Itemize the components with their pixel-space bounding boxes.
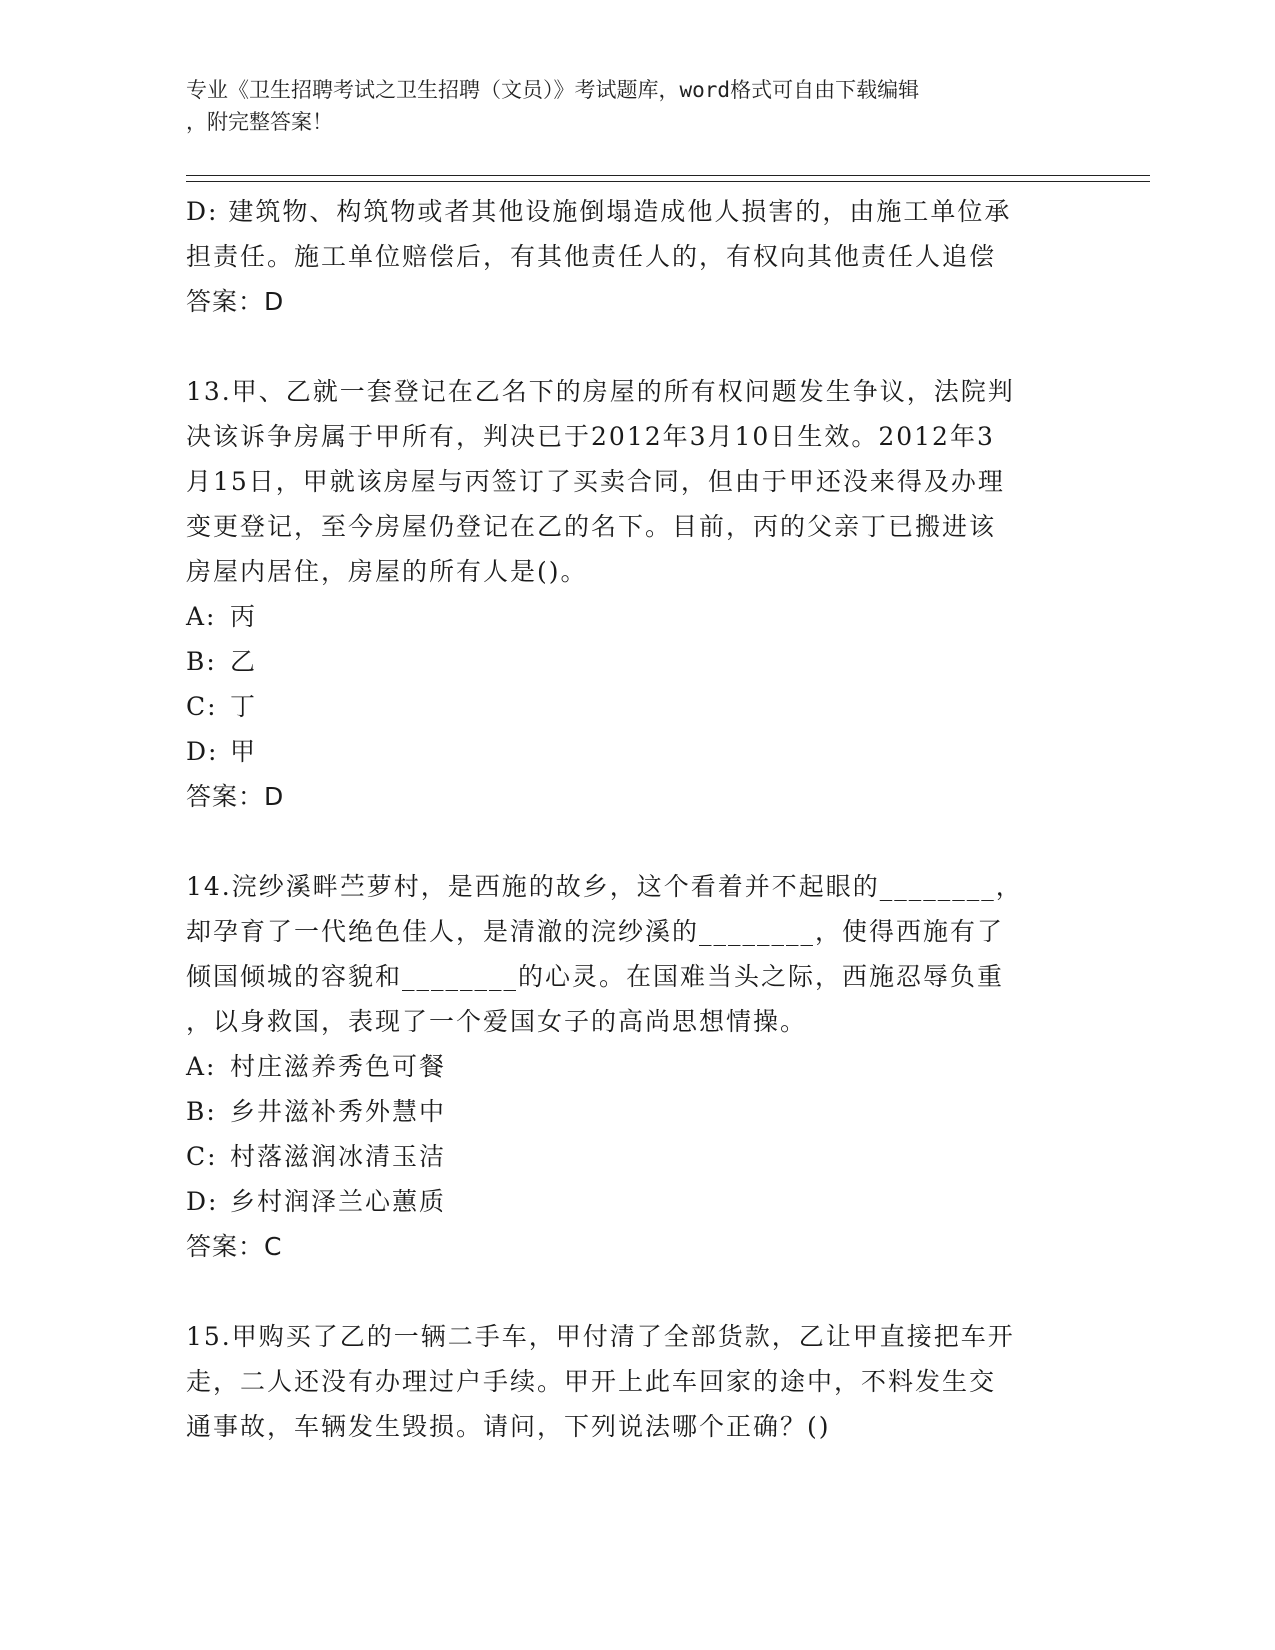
q15-stem-line: 走，二人还没有办理过户手续。甲开上此车回家的途中，不料发生交	[186, 1367, 997, 1396]
question-15	[186, 1314, 1076, 1449]
q14-option-a	[186, 1044, 1076, 1089]
question-13	[186, 369, 1076, 819]
header-divider-top	[186, 175, 1150, 176]
spacer	[186, 324, 1076, 369]
q14-option-c	[186, 1134, 1076, 1179]
option-text: 村落滋润冰清玉洁	[230, 1142, 447, 1171]
option-text: 乙	[230, 647, 258, 676]
option-text: 乡井滋补秀外慧中	[230, 1097, 447, 1126]
question-12-tail	[186, 189, 1076, 324]
q13-stem-line: 月15日，甲就该房屋与丙签订了买卖合同，但由于甲还没来得及办理	[186, 467, 1005, 496]
option-text: 丙	[230, 602, 258, 631]
q15-stem-line: 15.甲购买了乙的一辆二手车，甲付清了全部货款，乙让甲直接把车开	[186, 1322, 1015, 1351]
spacer	[186, 819, 1076, 864]
q14-option-d	[186, 1179, 1076, 1224]
option-text: 村庄滋养秀色可餐	[230, 1052, 447, 1081]
q14-answer: 答案：C	[186, 1232, 283, 1261]
q15-stem-line: 通事故，车辆发生毁损。请问，下列说法哪个正确？()	[186, 1412, 831, 1441]
spacer	[186, 1269, 1076, 1314]
q13-option-d	[186, 729, 1076, 774]
header-line-2: ，附完整答案！	[186, 110, 333, 134]
question-content	[186, 189, 1076, 1449]
q14-stem-line: 倾国倾城的容貌和________的心灵。在国难当头之际，西施忍辱负重	[186, 962, 1005, 991]
option-text: 乡村润泽兰心蕙质	[230, 1187, 447, 1216]
q13-answer: 答案：D	[186, 782, 285, 811]
q12-option-d-line-1: D: 建筑物、构筑物或者其他设施倒塌造成他人损害的，由施工单位承	[186, 197, 1012, 226]
option-label: D:	[186, 737, 219, 766]
question-14	[186, 864, 1076, 1269]
option-text: 丁	[230, 692, 258, 721]
option-label: B:	[186, 647, 217, 676]
q13-stem-line: 13.甲、乙就一套登记在乙名下的房屋的所有权问题发生争议，法院判	[186, 377, 1015, 406]
q14-stem-line: ，以身救国，表现了一个爱国女子的高尚思想情操。	[186, 1007, 808, 1036]
option-label: D:	[186, 1187, 219, 1216]
document-header	[186, 74, 1066, 138]
header-line-1: 专业《卫生招聘考试之卫生招聘（文员）》考试题库，word格式可自由下载编辑	[186, 78, 920, 102]
q14-stem-line: 14.浣纱溪畔苎萝村，是西施的故乡，这个看着并不起眼的________，	[186, 872, 1023, 901]
q13-stem-line: 变更登记，至今房屋仍登记在乙的名下。目前，丙的父亲丁已搬进该	[186, 512, 997, 541]
q13-option-b	[186, 639, 1076, 684]
q13-stem-line: 房屋内居住，房屋的所有人是()。	[186, 557, 588, 586]
q12-answer: 答案：D	[186, 287, 285, 316]
option-label: C:	[186, 1142, 218, 1171]
q13-option-c	[186, 684, 1076, 729]
q12-option-d-line-2: 担责任。施工单位赔偿后，有其他责任人的，有权向其他责任人追偿	[186, 242, 997, 271]
q13-stem-line: 决该诉争房属于甲所有，判决已于2012年3月10日生效。2012年3	[186, 422, 995, 451]
option-label: A:	[186, 1052, 217, 1081]
header-divider-bottom	[186, 181, 1150, 182]
q13-option-a	[186, 594, 1076, 639]
q14-option-b	[186, 1089, 1076, 1134]
option-label: B:	[186, 1097, 217, 1126]
option-text: 甲	[230, 737, 258, 766]
option-label: C:	[186, 692, 218, 721]
q14-stem-line: 却孕育了一代绝色佳人，是清澈的浣纱溪的________，使得西施有了	[186, 917, 1005, 946]
option-label: A:	[186, 602, 217, 631]
